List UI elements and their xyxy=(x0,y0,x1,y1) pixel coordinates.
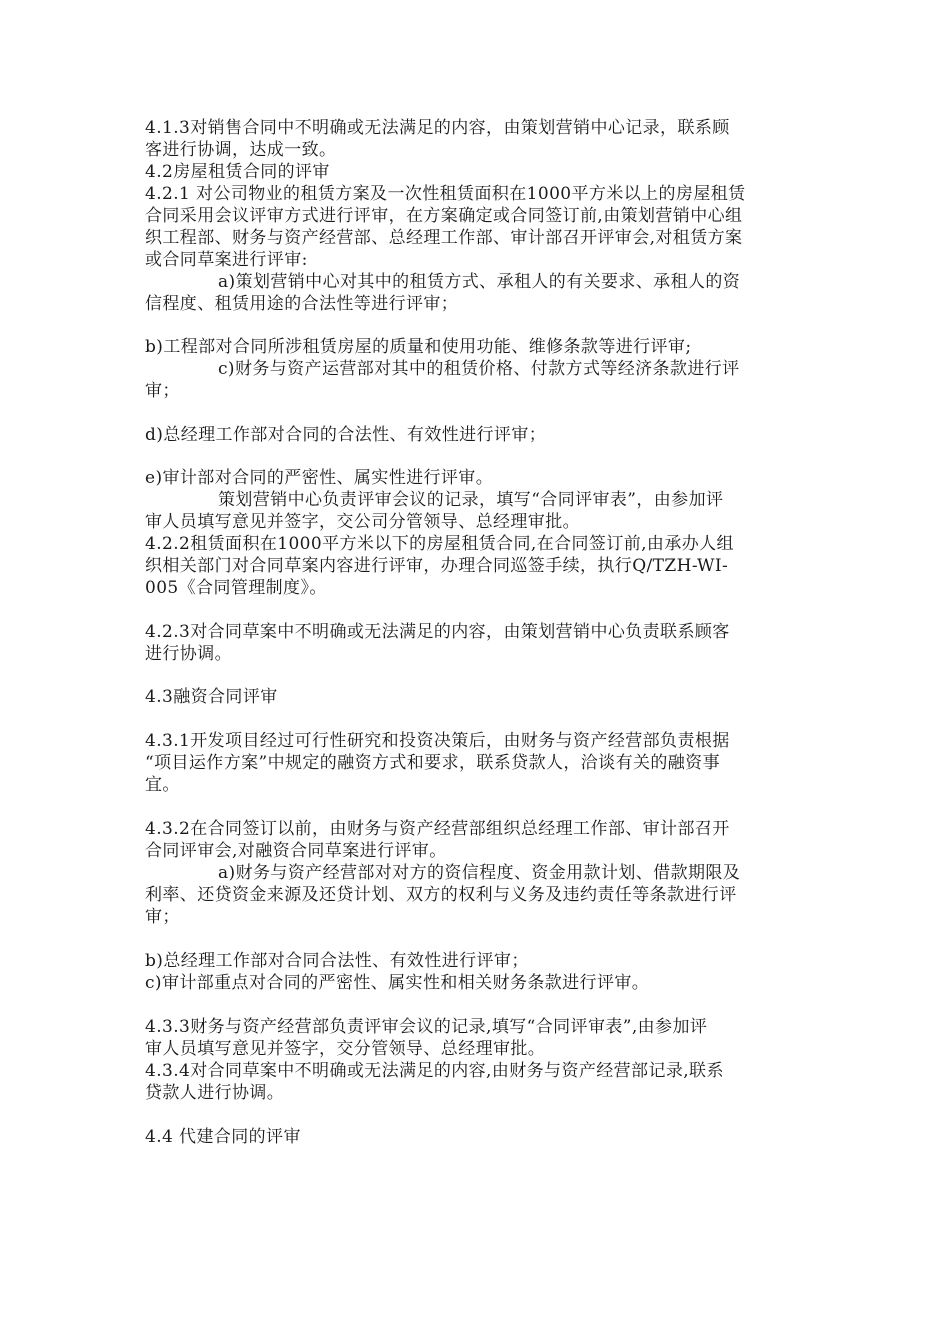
list-item: a)财务与资产经营部对对方的资信程度、资金用款计划、借款期限及 xyxy=(218,863,741,883)
list-item: e)审计部对合同的严密性、属实性进行评审。 xyxy=(145,468,494,488)
text-line: 合同采用会议评审方式进行评审，在方案确定或合同签订前,由策划营销中心组 xyxy=(145,206,743,226)
text-line: 审人员填写意见并签字，交公司分管领导、总经理审批。 xyxy=(145,512,580,532)
text-line: 织工程部、财务与资产经营部、总经理工作部、审计部召开评审会,对租赁方案 xyxy=(145,228,743,248)
text-line: 客进行协调，达成一致。 xyxy=(145,140,337,160)
text-line: 4.2.3对合同草案中不明确或无法满足的内容，由策划营销中心负责联系顾客 xyxy=(145,622,730,642)
text-line: 4.3.2在合同签订以前，由财务与资产经营部组织总经理工作部、审计部召开 xyxy=(145,819,730,839)
text-line: 4.3.4对合同草案中不明确或无法满足的内容,由财务与资产经营部记录,联系 xyxy=(145,1061,724,1081)
list-item: d)总经理工作部对合同的合法性、有效性进行评审； xyxy=(145,425,547,445)
list-item: b)工程部对合同所涉租赁房屋的质量和使用功能、维修条款等进行评审; xyxy=(145,337,692,357)
list-item: b)总经理工作部对合同合法性、有效性进行评审； xyxy=(145,951,529,971)
text-line: 审； xyxy=(145,907,180,927)
text-line: 4.2.2租赁面积在1000平方米以下的房屋租赁合同,在合同签订前,由承办人组 xyxy=(145,534,734,554)
list-item: c)审计部重点对合同的严密性、属实性和相关财务条款进行评审。 xyxy=(145,973,650,993)
list-item: a)策划营销中心对其中的租赁方式、承租人的有关要求、承租人的资 xyxy=(218,272,741,292)
text-line: 005《合同管理制度》。 xyxy=(145,578,327,598)
text-line: 宜。 xyxy=(145,775,180,795)
text-line: “项目运作方案”中规定的融资方式和要求，联系贷款人，洽谈有关的融资事 xyxy=(145,753,720,773)
text-line: 贷款人进行协调。 xyxy=(145,1083,285,1103)
text-line: 审人员填写意见并签字，交分管领导、总经理审批。 xyxy=(145,1039,546,1059)
text-line: 织相关部门对合同草案内容进行评审，办理合同巡签手续，执行Q/TZH-WI- xyxy=(145,556,729,576)
section-heading: 4.2房屋租赁合同的评审 xyxy=(145,162,330,182)
text-line: 4.3.1开发项目经过可行性研究和投资决策后，由财务与资产经营部负责根据 xyxy=(145,731,730,751)
text-line: 4.3.3财务与资产经营部负责评审会议的记录,填写“合同评审表”,由参加评 xyxy=(145,1017,708,1037)
section-heading: 4.4 代建合同的评审 xyxy=(145,1127,301,1147)
section-heading: 4.3融资合同评审 xyxy=(145,687,278,707)
list-item: c)财务与资产运营部对其中的租赁价格、付款方式等经济条款进行评 xyxy=(218,359,740,379)
text-line: 利率、还贷资金来源及还贷计划、双方的权利与义务及违约责任等条款进行评 xyxy=(145,885,737,905)
text-line: 4.1.3对销售合同中不明确或无法满足的内容，由策划营销中心记录，联系顾 xyxy=(145,118,730,138)
text-line: 合同评审会,对融资合同草案进行评审。 xyxy=(145,841,447,861)
text-line: 审； xyxy=(145,381,180,401)
text-line: 策划营销中心负责评审会议的记录，填写“合同评审表”，由参加评 xyxy=(218,490,724,510)
text-line: 4.2.1 对公司物业的租赁方案及一次性租赁面积在1000平方米以上的房屋租赁 xyxy=(145,184,746,204)
text-line: 或合同草案进行评审: xyxy=(145,250,308,270)
text-line: 信程度、租赁用途的合法性等进行评审； xyxy=(145,294,459,314)
text-line: 进行协调。 xyxy=(145,644,232,664)
